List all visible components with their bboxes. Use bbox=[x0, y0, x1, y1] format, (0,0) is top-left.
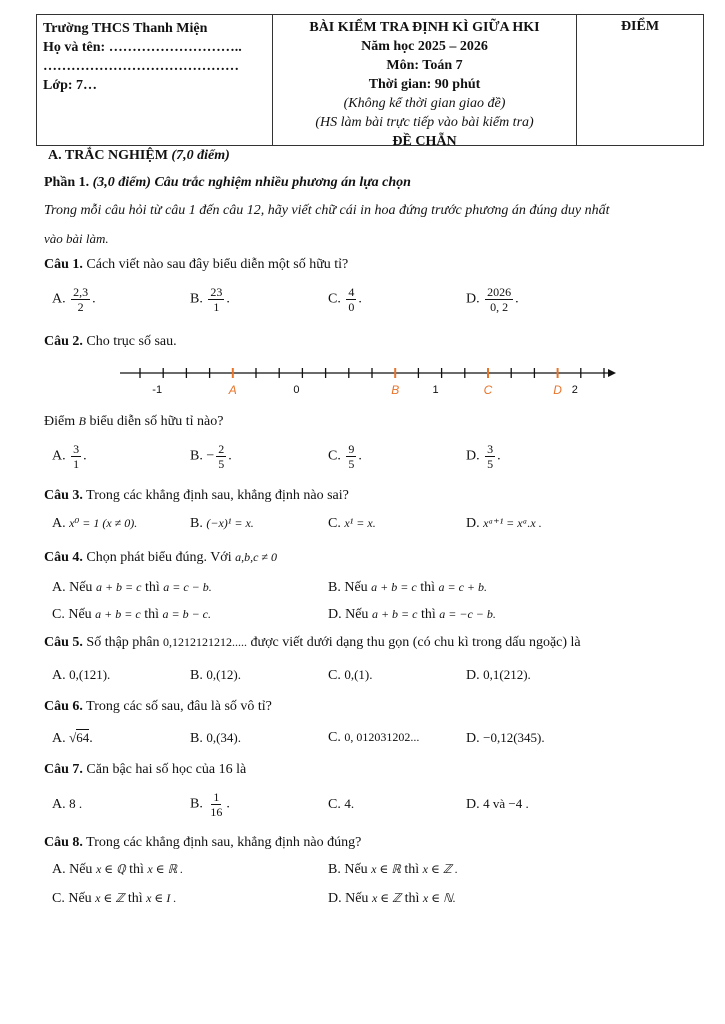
denominator: 0 bbox=[348, 300, 355, 314]
q5-option-a bbox=[52, 667, 110, 684]
denominator: 16 bbox=[210, 805, 223, 819]
q4-option-a bbox=[52, 580, 212, 596]
student-info bbox=[37, 15, 273, 145]
q3-option-a bbox=[52, 516, 137, 532]
option-letter: A. bbox=[52, 516, 66, 531]
q3-option-d bbox=[466, 516, 542, 532]
option-letter: B. Nếu bbox=[328, 862, 368, 877]
option-letter: C. bbox=[328, 797, 341, 812]
math: a = c − b. bbox=[163, 580, 212, 594]
math: 4. bbox=[344, 796, 355, 811]
part1-heading bbox=[44, 175, 411, 191]
question-1 bbox=[44, 257, 348, 273]
fraction bbox=[208, 285, 224, 314]
option-letter: D. bbox=[466, 516, 480, 531]
q6-option-a: A. √64. bbox=[52, 730, 93, 746]
option-letter: A. bbox=[52, 291, 66, 307]
option-letter: C. bbox=[328, 730, 341, 745]
math: a + b = c bbox=[95, 580, 142, 594]
q6-option-d bbox=[466, 730, 545, 747]
number-line bbox=[110, 362, 620, 402]
axis-point-label: A bbox=[228, 383, 237, 397]
section-a-title: A. TRẮC NGHIỆM bbox=[48, 148, 168, 163]
q1-option-a: A. $\frac{2,3}{2}$ . bbox=[52, 285, 96, 314]
denominator: 5 bbox=[348, 457, 355, 471]
option-letter: A. Nếu bbox=[52, 580, 93, 595]
school-year: Năm học 2025 – 2026 bbox=[361, 39, 488, 54]
q1-label: Câu 1. bbox=[44, 257, 83, 272]
denominator: 1 bbox=[213, 300, 220, 314]
q7-option-b: B. $\frac{1}{16}$ . bbox=[190, 790, 230, 819]
then: thì bbox=[420, 580, 435, 595]
q5-option-b bbox=[190, 667, 241, 684]
then: thì bbox=[144, 580, 160, 595]
section-a-points: (7,0 điểm) bbox=[171, 148, 230, 163]
part1-instruction: Trong mỗi câu hỏi từ câu 1 đến câu 12, hãy viết chữ cái in hoa đứng trước phương án đúng duy nhất bbox=[44, 203, 610, 218]
denominator: 5 bbox=[487, 457, 494, 471]
option-letter: D. bbox=[466, 668, 480, 683]
numerator: 9 bbox=[348, 442, 355, 456]
option-letter: D. Nếu bbox=[328, 891, 369, 906]
option-letter: D. bbox=[466, 448, 480, 464]
math: x ∈ ℤ . bbox=[422, 862, 458, 876]
then: thì bbox=[404, 891, 420, 906]
then: thì bbox=[420, 607, 436, 622]
q5-option-d bbox=[466, 667, 531, 684]
denominator: 2 bbox=[77, 300, 84, 314]
axis-point-label: B bbox=[391, 383, 400, 397]
math: x ∈ ℝ bbox=[371, 862, 401, 876]
question-7 bbox=[44, 762, 246, 778]
q7-option-c bbox=[328, 796, 354, 813]
fraction bbox=[346, 285, 356, 314]
math: xᵃ⁺¹ = xᵃ.x . bbox=[483, 516, 542, 530]
fraction bbox=[71, 285, 90, 314]
fraction bbox=[208, 790, 224, 819]
q4-option-c bbox=[52, 607, 211, 623]
name-dots: …………………………………… bbox=[43, 59, 239, 74]
math: 0,(1). bbox=[344, 667, 373, 682]
axis-arrow bbox=[608, 369, 616, 377]
numerator: 3 bbox=[487, 442, 494, 456]
exam-title: BÀI KIỂM TRA ĐỊNH KÌ GIỮA HKI bbox=[309, 20, 540, 35]
fraction bbox=[216, 442, 226, 471]
q3-text: Trong các khẳng định sau, khẳng định nào sai? bbox=[86, 488, 349, 503]
q2-point: B bbox=[78, 414, 86, 428]
q8-option-c bbox=[52, 891, 176, 907]
option-letter: C. Nếu bbox=[52, 891, 92, 906]
denominator: 5 bbox=[218, 457, 225, 471]
math: 4 và −4 . bbox=[483, 796, 529, 811]
fraction bbox=[485, 285, 513, 314]
q5-decimal: 0,1212121212..... bbox=[163, 635, 248, 649]
numerator: 2,3 bbox=[73, 285, 89, 299]
math: x ∈ ℕ. bbox=[422, 891, 456, 905]
q2-label: Câu 2. bbox=[44, 334, 83, 349]
q5-option-c bbox=[328, 667, 373, 684]
score-box bbox=[577, 15, 703, 145]
part1-label: Phần 1. bbox=[44, 175, 90, 190]
q2-question-rest: biểu diễn số hữu tỉ nào? bbox=[89, 414, 224, 429]
numerator: 4 bbox=[348, 285, 355, 299]
option-letter: B. bbox=[190, 516, 203, 531]
math: −0,12(345). bbox=[483, 730, 545, 745]
option-letter: C. bbox=[328, 516, 341, 531]
name-field: Họ và tên: ……………………….. bbox=[43, 40, 242, 55]
then: thì bbox=[129, 862, 144, 877]
class-field: Lớp: 7… bbox=[43, 78, 98, 93]
question-4 bbox=[44, 550, 277, 566]
q7-label: Câu 7. bbox=[44, 762, 83, 777]
numerator: 1 bbox=[213, 790, 220, 804]
question-5 bbox=[44, 635, 581, 651]
option-letter: B. bbox=[190, 291, 203, 307]
denominator: 0, 2 bbox=[490, 300, 509, 314]
math: a + b = c bbox=[95, 607, 141, 621]
math: 0,(34). bbox=[206, 730, 242, 745]
option-letter: B. bbox=[190, 668, 203, 683]
q6-label: Câu 6. bbox=[44, 699, 83, 714]
math: 0,1(212). bbox=[483, 667, 531, 682]
exam-version: ĐỀ CHẴN bbox=[392, 134, 457, 149]
math: x ∈ ℚ bbox=[95, 862, 126, 876]
fraction bbox=[71, 442, 81, 471]
exam-time: Thời gian: 90 phút bbox=[368, 77, 481, 92]
q4-option-d bbox=[328, 607, 496, 623]
q4-text: Chọn phát biểu đúng. Với bbox=[86, 550, 232, 565]
q6-option-c bbox=[328, 730, 419, 746]
math: x ∈ ℤ bbox=[371, 891, 402, 905]
axis-number-label: 2 bbox=[571, 384, 578, 396]
q8-label: Câu 8. bbox=[44, 835, 83, 850]
q2-option-b: B. − $\frac{2}{5}$ . bbox=[190, 442, 232, 471]
then: thì bbox=[404, 862, 420, 877]
q5-label: Câu 5. bbox=[44, 635, 83, 650]
option-letter: D. bbox=[466, 731, 480, 746]
q5-text: Số thập phân bbox=[86, 635, 160, 650]
math: a = b − c. bbox=[162, 607, 212, 621]
question-8 bbox=[44, 835, 361, 851]
option-letter: A. bbox=[52, 797, 66, 812]
part1-desc: (3,0 điểm) Câu trắc nghiệm nhiều phương án lựa chọn bbox=[92, 175, 411, 190]
numerator: 3 bbox=[73, 442, 80, 456]
denominator: 1 bbox=[73, 457, 80, 471]
exam-header bbox=[36, 14, 704, 149]
axis-number-label: 0 bbox=[293, 384, 300, 396]
format-note: (HS làm bài trực tiếp vào bài kiểm tra) bbox=[315, 115, 534, 130]
option-letter: B. bbox=[190, 796, 203, 812]
math: x¹ = x. bbox=[344, 516, 376, 530]
q3-option-c bbox=[328, 516, 376, 532]
q1-text: Cách viết nào sau đây biểu diễn một số hữu tỉ? bbox=[86, 257, 349, 272]
q2-question bbox=[44, 414, 223, 430]
subject: Môn: Toán 7 bbox=[386, 58, 463, 73]
math: x ∈ ℤ bbox=[95, 891, 125, 905]
q7-option-d bbox=[466, 796, 529, 813]
q2-option-d: D. $\frac{3}{5}$ . bbox=[466, 442, 501, 471]
school-name: Trường THCS Thanh Miện bbox=[43, 21, 208, 36]
q4-label: Câu 4. bbox=[44, 550, 83, 565]
option-letter: C. Nếu bbox=[52, 607, 92, 622]
q2-text: Cho trục số sau. bbox=[86, 334, 177, 349]
option-letter: C. bbox=[328, 448, 341, 464]
axis-point-label: D bbox=[553, 383, 562, 397]
square-root: √64 bbox=[69, 730, 90, 745]
fraction bbox=[346, 442, 356, 471]
then: thì bbox=[144, 607, 159, 622]
numerator: 2026 bbox=[487, 285, 512, 299]
option-letter: B. Nếu bbox=[328, 580, 368, 595]
question-3 bbox=[44, 488, 349, 504]
section-a-heading bbox=[48, 148, 230, 164]
option-letter: D. bbox=[466, 797, 480, 812]
option-letter: A. bbox=[52, 731, 66, 746]
q1-option-d: D. $\frac{2026}{0, 2}$ . bbox=[466, 285, 519, 314]
math: x⁰ = 1 (x ≠ 0). bbox=[69, 516, 138, 530]
q2-option-c: C. $\frac{9}{5}$ . bbox=[328, 442, 362, 471]
math: x ∈ ℝ . bbox=[147, 862, 184, 876]
question-2 bbox=[44, 334, 177, 350]
math: 0,(121). bbox=[69, 667, 111, 682]
q4-condition: a,b,c ≠ 0 bbox=[235, 550, 278, 564]
q2-question-text: Điểm bbox=[44, 414, 76, 429]
q8-option-b bbox=[328, 862, 458, 878]
option-letter: A. bbox=[52, 668, 66, 683]
q1-option-c: C. $\frac{4}{0}$ . bbox=[328, 285, 362, 314]
radicand: 64 bbox=[76, 730, 90, 745]
then: thì bbox=[127, 891, 143, 906]
q8-option-d bbox=[328, 891, 456, 907]
q8-text: Trong các khẳng định sau, khẳng định nào đúng? bbox=[86, 835, 362, 850]
math: a = c + b. bbox=[438, 580, 488, 594]
sign: − bbox=[206, 448, 215, 464]
q7-option-a bbox=[52, 796, 82, 813]
q7-text: Căn bậc hai số học của 16 là bbox=[86, 762, 247, 777]
time-note: (Không kể thời gian giao đề) bbox=[343, 96, 506, 111]
option-letter: D. bbox=[466, 291, 480, 307]
fraction bbox=[485, 442, 495, 471]
q4-option-b bbox=[328, 580, 487, 596]
math: a + b = c bbox=[371, 607, 418, 621]
part1-instruction-2: vào bài làm. bbox=[44, 231, 109, 246]
option-letter: D. Nếu bbox=[328, 607, 369, 622]
math: 0,(12). bbox=[206, 667, 242, 682]
math: x ∈ I . bbox=[146, 891, 177, 905]
math: (−x)¹ = x. bbox=[206, 516, 254, 530]
numerator: 2 bbox=[218, 442, 225, 456]
exam-info bbox=[273, 15, 577, 149]
q8-option-a bbox=[52, 862, 183, 878]
q6-text: Trong các số sau, đâu là số vô tỉ? bbox=[86, 699, 272, 714]
option-letter: C. bbox=[328, 291, 341, 307]
q3-option-b bbox=[190, 516, 254, 532]
q1-option-b: B. $\frac{23}{1}$ . bbox=[190, 285, 230, 314]
option-letter: B. bbox=[190, 448, 203, 464]
q2-option-a: A. $\frac{3}{1}$ . bbox=[52, 442, 87, 471]
axis-number-label: -1 bbox=[152, 384, 163, 396]
math: 0, 012031202... bbox=[344, 730, 420, 744]
question-6 bbox=[44, 699, 272, 715]
axis-point-label: C bbox=[483, 383, 493, 397]
option-letter: A. bbox=[52, 448, 66, 464]
q5-text-2: được viết dưới dạng thu gọn (có chu kì trong dấu ngoặc) là bbox=[250, 635, 581, 650]
option-letter: A. Nếu bbox=[52, 862, 93, 877]
axis-number-label: 1 bbox=[432, 384, 439, 396]
option-letter: C. bbox=[328, 668, 341, 683]
q6-option-b bbox=[190, 730, 241, 747]
math: a + b = c bbox=[371, 580, 417, 594]
score-label: ĐIỂM bbox=[620, 19, 660, 34]
math: 8 . bbox=[69, 796, 83, 811]
q3-label: Câu 3. bbox=[44, 488, 83, 503]
math: a = −c − b. bbox=[439, 607, 496, 621]
numerator: 23 bbox=[210, 285, 223, 299]
option-letter: B. bbox=[190, 731, 203, 746]
